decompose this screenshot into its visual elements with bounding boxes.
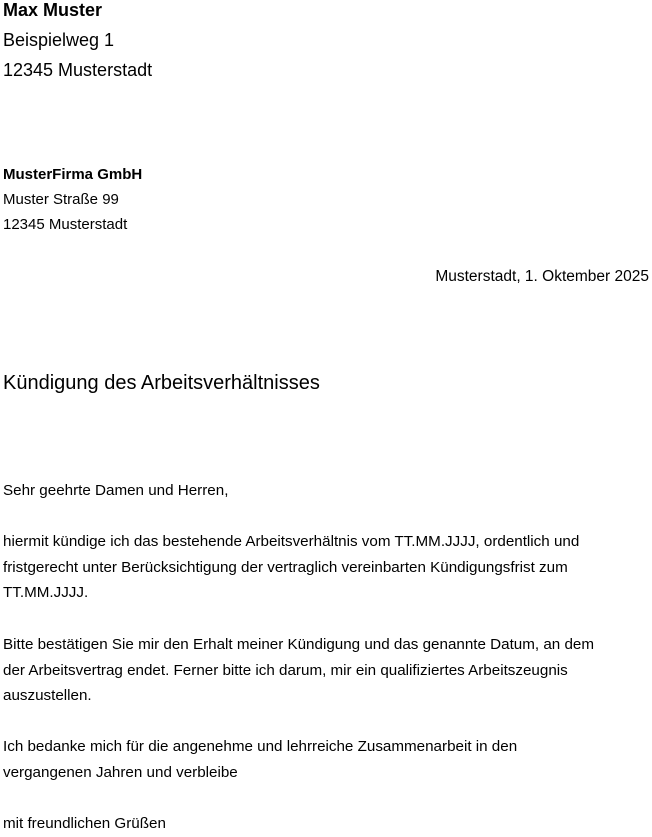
date-line: Musterstadt, 1. Oktember 2025: [435, 268, 649, 285]
salutation: [3, 478, 652, 504]
sender-street: Beispielweg 1: [3, 30, 115, 50]
paragraph-line: hiermit kündige ich das bestehende Arbeitsverhältnis vom TT.MM.JJJJ, ordentlich und: [3, 533, 580, 550]
salutation-text: Sehr geehrte Damen und Herren,: [3, 482, 229, 499]
paragraph-confirmation-request: [3, 632, 652, 709]
recipient-city: 12345 Musterstadt: [3, 216, 128, 233]
recipient-company: MusterFirma GmbH: [3, 166, 143, 183]
recipient-street: Muster Straße 99: [3, 191, 119, 208]
paragraph-line: Ich bedanke mich für die angenehme und lehrreiche Zusammenarbeit in den: [3, 738, 518, 755]
sender-name: Max Muster: [3, 0, 103, 20]
paragraph-line: fristgerecht unter Berücksichtigung der vertraglich vereinbarten Kündigungsfrist zum: [3, 558, 568, 576]
paragraph-thanks: [3, 734, 652, 785]
paragraph-line: Bitte bestätigen Sie mir den Erhalt meiner Kündigung und das genannte Datum, an dem: [3, 636, 594, 653]
closing: [3, 811, 652, 837]
paragraph-line: TT.MM.JJJJ.: [3, 584, 89, 602]
subject-heading: Kündigung des Arbeitsverhältnisses: [3, 372, 320, 394]
paragraph-line: auszustellen.: [3, 687, 92, 705]
paragraph-line: vergangenen Jahren und verbleibe: [3, 763, 238, 781]
sender-city: 12345 Musterstadt: [3, 60, 153, 80]
closing-text: mit freundlichen Grüßen: [3, 815, 166, 832]
paragraph-line: der Arbeitsvertrag endet. Ferner bitte ich darum, mir ein qualifiziertes Arbeitszeugnis: [3, 661, 568, 679]
paragraph-notice: [3, 529, 652, 606]
